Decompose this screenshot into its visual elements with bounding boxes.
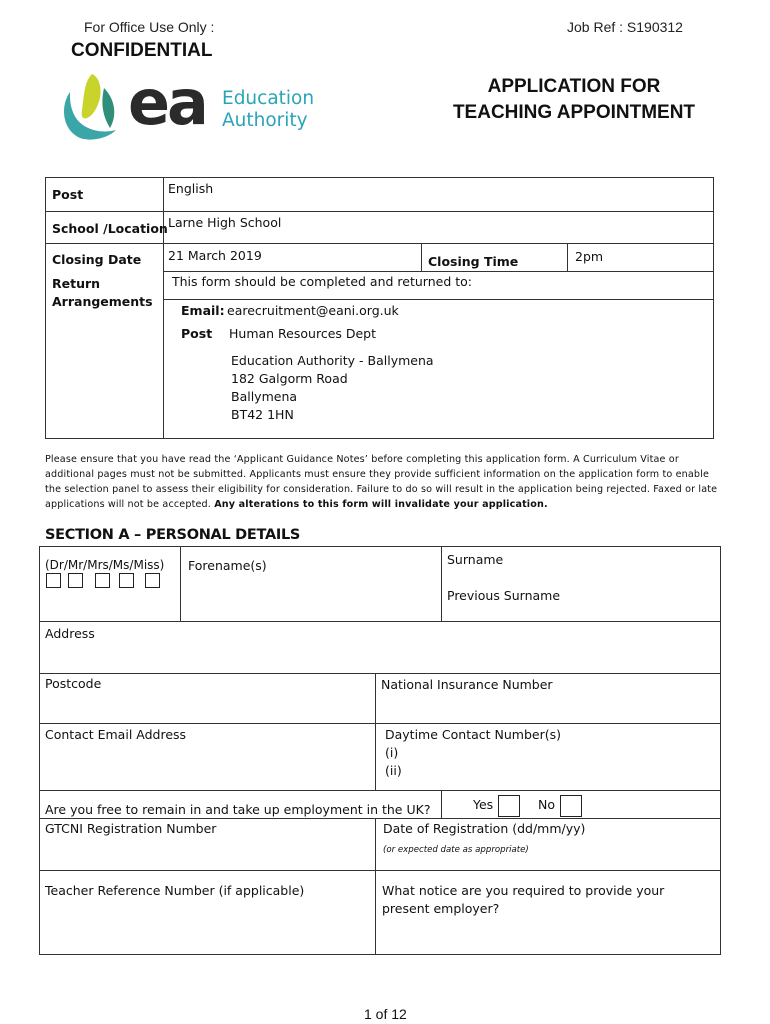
page-number: 1 of 12 bbox=[364, 1006, 407, 1022]
gtcni-label: GTCNI Registration Number bbox=[45, 821, 217, 836]
post-value: English bbox=[168, 181, 214, 196]
date-registration-note: (or expected date as appropriate) bbox=[383, 845, 529, 855]
contact-email-label: Contact Email Address bbox=[45, 727, 187, 742]
notice-line-3: the selection panel to assess their eligibility for consideration. Failure to do so will result in the application being rejected. Faxed or late bbox=[45, 484, 718, 495]
uk-no-checkbox[interactable] bbox=[560, 795, 582, 817]
notice-line-2: additional pages must not be submitted. Applicants must ensure they provide sufficient information on the application form to enable bbox=[45, 469, 710, 480]
notice-period-line2: present employer? bbox=[382, 901, 500, 916]
address-line-1: Human Resources Dept bbox=[229, 326, 377, 341]
form-title-line2: TEACHING APPOINTMENT bbox=[452, 102, 696, 123]
postcode-label: Postcode bbox=[45, 676, 102, 691]
closing-date-value: 21 March 2019 bbox=[168, 248, 262, 263]
closing-date-label: Closing Date bbox=[52, 252, 142, 267]
logo-text-line1: Education bbox=[222, 88, 315, 109]
return-label-2: Arrangements bbox=[52, 294, 153, 309]
return-intro: This form should be completed and returned to: bbox=[172, 274, 472, 289]
logo-letters: ea bbox=[128, 66, 206, 139]
address-block bbox=[231, 352, 434, 424]
title-mrs-checkbox[interactable] bbox=[95, 573, 110, 588]
office-use-label: For Office Use Only : bbox=[84, 19, 215, 35]
email-label: Email: bbox=[181, 303, 225, 318]
post-address-label: Post bbox=[181, 326, 213, 341]
confidential-heading: CONFIDENTIAL bbox=[71, 40, 213, 61]
return-label-1: Return bbox=[52, 276, 101, 291]
logo-leaf-icon bbox=[58, 72, 128, 144]
contact-number-label: Daytime Contact Number(s) bbox=[385, 727, 561, 742]
surname-label: Surname bbox=[447, 552, 504, 567]
teacher-reference-label: Teacher Reference Number (if applicable) bbox=[45, 883, 305, 898]
closing-time-label: Closing Time bbox=[428, 254, 519, 269]
form-title bbox=[424, 74, 724, 126]
notice-period-line1: What notice are you required to provide your bbox=[382, 883, 665, 898]
address-label: Address bbox=[45, 626, 95, 641]
job-reference: Job Ref : S190312 bbox=[567, 19, 683, 35]
notice-line-1: Please ensure that you have read the ‘Applicant Guidance Notes’ before completing this application form. A Curriculum Vitae or bbox=[45, 454, 679, 465]
uk-employment-question: Are you free to remain in and take up employment in the UK? bbox=[45, 802, 431, 817]
address-line-4: Ballymena bbox=[231, 389, 298, 404]
school-value: Larne High School bbox=[168, 215, 282, 230]
closing-time-value: 2pm bbox=[575, 249, 604, 264]
yes-label: Yes bbox=[473, 797, 494, 812]
form-title-line1: APPLICATION FOR bbox=[487, 76, 661, 97]
notice-warning: Any alterations to this form will invalidate your application. bbox=[214, 499, 548, 510]
contact-number-i: (i) bbox=[385, 745, 399, 760]
title-miss-checkbox[interactable] bbox=[145, 573, 160, 588]
post-label: Post bbox=[52, 187, 84, 202]
notice-line-4: applications will not be accepted. bbox=[45, 499, 211, 510]
contact-number-ii: (ii) bbox=[385, 763, 402, 778]
address-line-2: Education Authority - Ballymena bbox=[231, 353, 434, 368]
uk-yes-checkbox[interactable] bbox=[498, 795, 520, 817]
address-line-5: BT42 1HN bbox=[231, 407, 294, 422]
title-ms-checkbox[interactable] bbox=[119, 573, 134, 588]
previous-surname-label: Previous Surname bbox=[447, 588, 561, 603]
ea-logo bbox=[58, 66, 328, 144]
guidance-notice bbox=[45, 452, 735, 512]
no-label: No bbox=[538, 797, 555, 812]
title-mr-checkbox[interactable] bbox=[68, 573, 83, 588]
logo-text-line2: Authority bbox=[222, 110, 308, 131]
ni-number-label: National Insurance Number bbox=[381, 677, 553, 692]
title-options-label: (Dr/Mr/Mrs/Ms/Miss) bbox=[45, 558, 165, 572]
school-label: School /Location bbox=[52, 221, 168, 236]
forename-label: Forename(s) bbox=[188, 558, 267, 573]
email-value: earecruitment@eani.org.uk bbox=[227, 303, 399, 318]
title-dr-checkbox[interactable] bbox=[46, 573, 61, 588]
address-line-3: 182 Galgorm Road bbox=[231, 371, 348, 386]
date-registration-label: Date of Registration (dd/mm/yy) bbox=[383, 821, 586, 836]
section-a-title: SECTION A – PERSONAL DETAILS bbox=[45, 527, 301, 543]
